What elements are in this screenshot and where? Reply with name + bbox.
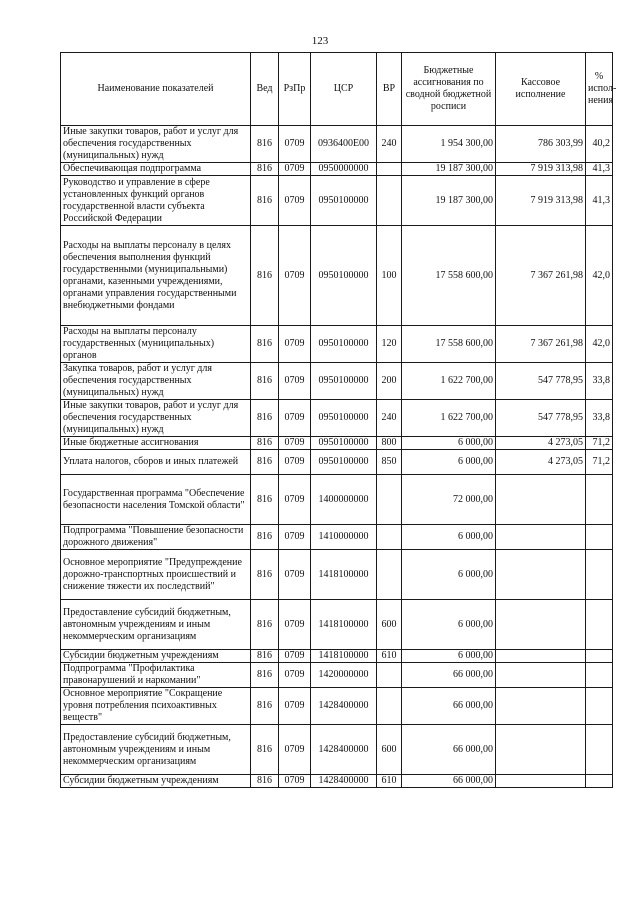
table-row xyxy=(61,437,613,450)
row-name: Подпрограмма "Повышение безопасности дорожного движения" xyxy=(61,525,251,550)
table-row xyxy=(61,400,613,437)
row-pct: 33,8 xyxy=(586,363,613,400)
row-assign: 6 000,00 xyxy=(402,525,496,550)
page-number: 123 xyxy=(311,35,329,47)
row-exec xyxy=(496,550,586,600)
row-pct: 41,3 xyxy=(586,176,613,226)
row-assign: 6 000,00 xyxy=(402,600,496,650)
row-assign: 6 000,00 xyxy=(402,437,496,450)
row-assign: 19 187 300,00 xyxy=(402,163,496,176)
row-ved: 816 xyxy=(251,326,279,363)
header-name: Наименование показателей xyxy=(61,53,251,126)
row-assign: 6 000,00 xyxy=(402,650,496,663)
row-pct xyxy=(586,725,613,775)
row-exec: 7 919 313,98 xyxy=(496,163,586,176)
row-pct: 42,0 xyxy=(586,226,613,326)
row-exec: 4 273,05 xyxy=(496,450,586,475)
row-ved: 816 xyxy=(251,475,279,525)
row-vr: 200 xyxy=(377,363,402,400)
row-csr: 0950100000 xyxy=(311,400,377,437)
row-name: Расходы на выплаты персоналу государственных (муниципальных) органов xyxy=(61,326,251,363)
row-csr: 0950000000 xyxy=(311,163,377,176)
row-assign: 6 000,00 xyxy=(402,550,496,600)
row-name: Уплата налогов, сборов и иных платежей xyxy=(61,450,251,475)
row-rzpr: 0709 xyxy=(279,775,311,788)
row-rzpr: 0709 xyxy=(279,688,311,725)
row-rzpr: 0709 xyxy=(279,326,311,363)
row-rzpr: 0709 xyxy=(279,550,311,600)
row-rzpr: 0709 xyxy=(279,725,311,775)
row-vr: 600 xyxy=(377,600,402,650)
table-row xyxy=(61,363,613,400)
row-name: Основное мероприятие "Сокращение уровня потребления психоактивных веществ" xyxy=(61,688,251,725)
row-rzpr: 0709 xyxy=(279,437,311,450)
row-csr: 0950100000 xyxy=(311,176,377,226)
row-vr: 850 xyxy=(377,450,402,475)
row-rzpr: 0709 xyxy=(279,400,311,437)
row-csr: 0950100000 xyxy=(311,437,377,450)
row-exec xyxy=(496,475,586,525)
row-exec: 4 273,05 xyxy=(496,437,586,450)
row-pct xyxy=(586,663,613,688)
row-exec xyxy=(496,525,586,550)
row-vr xyxy=(377,525,402,550)
row-csr: 1420000000 xyxy=(311,663,377,688)
row-rzpr: 0709 xyxy=(279,163,311,176)
row-vr: 240 xyxy=(377,400,402,437)
row-ved: 816 xyxy=(251,550,279,600)
table-row xyxy=(61,326,613,363)
row-assign: 6 000,00 xyxy=(402,450,496,475)
row-csr: 0950100000 xyxy=(311,450,377,475)
table-row xyxy=(61,226,613,326)
table-row xyxy=(61,775,613,788)
table-row xyxy=(61,688,613,725)
row-ved: 816 xyxy=(251,363,279,400)
table-row xyxy=(61,650,613,663)
row-exec xyxy=(496,775,586,788)
row-pct: 40,2 xyxy=(586,126,613,163)
table-body xyxy=(61,126,613,788)
row-assign: 1 954 300,00 xyxy=(402,126,496,163)
row-name: Предоставление субсидий бюджетным, автономным учреждениям и иным некоммерческим организациям xyxy=(61,600,251,650)
row-csr: 0950100000 xyxy=(311,226,377,326)
table-row xyxy=(61,663,613,688)
row-assign: 66 000,00 xyxy=(402,775,496,788)
table-header-row xyxy=(61,53,613,126)
table-row xyxy=(61,550,613,600)
row-vr xyxy=(377,550,402,600)
row-pct xyxy=(586,775,613,788)
row-exec xyxy=(496,725,586,775)
row-pct xyxy=(586,475,613,525)
row-name: Предоставление субсидий бюджетным, автономным учреждениям и иным некоммерческим организациям xyxy=(61,725,251,775)
row-csr: 1428400000 xyxy=(311,725,377,775)
row-assign: 66 000,00 xyxy=(402,688,496,725)
header-pct: % испол-нения xyxy=(586,53,613,126)
row-rzpr: 0709 xyxy=(279,363,311,400)
row-name: Расходы на выплаты персоналу в целях обеспечения выполнения функций государственными (муниципальными) органами, казенными учреждениями, органами управления государственными внебюджетными фондами xyxy=(61,226,251,326)
row-vr xyxy=(377,163,402,176)
row-vr: 240 xyxy=(377,126,402,163)
row-pct: 42,0 xyxy=(586,326,613,363)
row-csr: 1418100000 xyxy=(311,650,377,663)
header-ved: Вед xyxy=(251,53,279,126)
row-exec: 7 367 261,98 xyxy=(496,226,586,326)
row-csr: 1418100000 xyxy=(311,550,377,600)
header-vr: ВР xyxy=(377,53,402,126)
row-name: Обеспечивающая подпрограмма xyxy=(61,163,251,176)
table-row xyxy=(61,176,613,226)
row-rzpr: 0709 xyxy=(279,663,311,688)
row-name: Иные закупки товаров, работ и услуг для обеспечения государственных (муниципальных) нужд xyxy=(61,400,251,437)
row-csr: 1400000000 xyxy=(311,475,377,525)
row-rzpr: 0709 xyxy=(279,650,311,663)
row-assign: 17 558 600,00 xyxy=(402,226,496,326)
table-row xyxy=(61,475,613,525)
row-ved: 816 xyxy=(251,126,279,163)
row-assign: 1 622 700,00 xyxy=(402,363,496,400)
row-rzpr: 0709 xyxy=(279,450,311,475)
row-vr xyxy=(377,688,402,725)
row-exec: 786 303,99 xyxy=(496,126,586,163)
row-vr xyxy=(377,176,402,226)
row-exec: 547 778,95 xyxy=(496,400,586,437)
row-ved: 816 xyxy=(251,176,279,226)
row-rzpr: 0709 xyxy=(279,525,311,550)
row-exec: 7 367 261,98 xyxy=(496,326,586,363)
row-csr: 1428400000 xyxy=(311,688,377,725)
row-vr: 800 xyxy=(377,437,402,450)
table-row xyxy=(61,163,613,176)
row-assign: 66 000,00 xyxy=(402,663,496,688)
row-name: Субсидии бюджетным учреждениям xyxy=(61,775,251,788)
table-row xyxy=(61,525,613,550)
row-rzpr: 0709 xyxy=(279,126,311,163)
header-exec: Кассовое исполнение xyxy=(496,53,586,126)
row-pct xyxy=(586,650,613,663)
row-name: Подпрограмма "Профилактика правонарушений и наркомании" xyxy=(61,663,251,688)
row-assign: 19 187 300,00 xyxy=(402,176,496,226)
row-ved: 816 xyxy=(251,525,279,550)
row-vr xyxy=(377,475,402,525)
table-row xyxy=(61,450,613,475)
row-pct xyxy=(586,525,613,550)
row-assign: 72 000,00 xyxy=(402,475,496,525)
row-pct: 33,8 xyxy=(586,400,613,437)
row-exec xyxy=(496,663,586,688)
row-ved: 816 xyxy=(251,725,279,775)
row-assign: 66 000,00 xyxy=(402,725,496,775)
row-vr: 600 xyxy=(377,725,402,775)
row-exec: 7 919 313,98 xyxy=(496,176,586,226)
row-name: Закупка товаров, работ и услуг для обеспечения государственных (муниципальных) нужд xyxy=(61,363,251,400)
row-exec: 547 778,95 xyxy=(496,363,586,400)
row-csr: 1410000000 xyxy=(311,525,377,550)
row-pct xyxy=(586,600,613,650)
row-pct: 71,2 xyxy=(586,450,613,475)
row-vr: 100 xyxy=(377,226,402,326)
table-row xyxy=(61,725,613,775)
row-vr: 120 xyxy=(377,326,402,363)
row-csr: 0950100000 xyxy=(311,326,377,363)
header-rzpr: РзПр xyxy=(279,53,311,126)
row-pct: 71,2 xyxy=(586,437,613,450)
row-ved: 816 xyxy=(251,600,279,650)
table-row xyxy=(61,126,613,163)
row-rzpr: 0709 xyxy=(279,176,311,226)
row-csr: 0936400Е00 xyxy=(311,126,377,163)
header-assign: Бюджетные ассигнования по сводной бюджетной росписи xyxy=(402,53,496,126)
row-ved: 816 xyxy=(251,650,279,663)
row-vr: 610 xyxy=(377,650,402,663)
row-csr: 1428400000 xyxy=(311,775,377,788)
row-ved: 816 xyxy=(251,163,279,176)
row-rzpr: 0709 xyxy=(279,475,311,525)
row-pct xyxy=(586,550,613,600)
row-ved: 816 xyxy=(251,226,279,326)
row-name: Руководство и управление в сфере установленных функций органов государственной власти субъекта Российской Федерации xyxy=(61,176,251,226)
row-ved: 816 xyxy=(251,450,279,475)
row-assign: 17 558 600,00 xyxy=(402,326,496,363)
row-name: Государственная программа "Обеспечение безопасности населения Томской области" xyxy=(61,475,251,525)
row-ved: 816 xyxy=(251,688,279,725)
row-name: Иные закупки товаров, работ и услуг для обеспечения государственных (муниципальных) нужд xyxy=(61,126,251,163)
row-exec xyxy=(496,688,586,725)
row-ved: 816 xyxy=(251,663,279,688)
row-name: Субсидии бюджетным учреждениям xyxy=(61,650,251,663)
row-vr xyxy=(377,663,402,688)
row-ved: 816 xyxy=(251,400,279,437)
row-rzpr: 0709 xyxy=(279,600,311,650)
row-csr: 0950100000 xyxy=(311,363,377,400)
table-row xyxy=(61,600,613,650)
row-exec xyxy=(496,600,586,650)
row-rzpr: 0709 xyxy=(279,226,311,326)
row-exec xyxy=(496,650,586,663)
budget-table xyxy=(60,52,617,788)
header-csr: ЦСР xyxy=(311,53,377,126)
row-name: Основное мероприятие "Предупреждение дорожно-транспортных происшествий и снижение тяжести их последствий" xyxy=(61,550,251,600)
row-name: Иные бюджетные ассигнования xyxy=(61,437,251,450)
row-assign: 1 622 700,00 xyxy=(402,400,496,437)
row-vr: 610 xyxy=(377,775,402,788)
row-ved: 816 xyxy=(251,437,279,450)
row-pct: 41,3 xyxy=(586,163,613,176)
row-csr: 1418100000 xyxy=(311,600,377,650)
row-pct xyxy=(586,688,613,725)
row-ved: 816 xyxy=(251,775,279,788)
